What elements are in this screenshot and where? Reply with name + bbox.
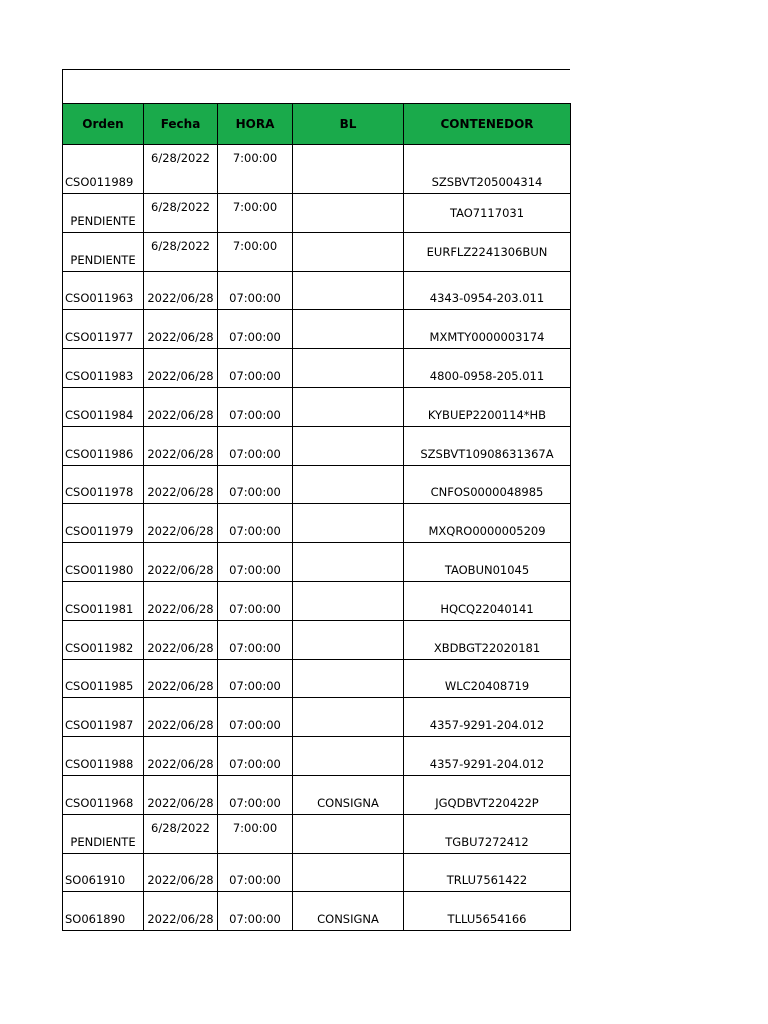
cell-bl xyxy=(293,310,404,349)
cell-bl xyxy=(293,543,404,582)
cell-orden xyxy=(63,543,144,582)
cell-contenedor xyxy=(404,426,571,465)
table-row xyxy=(63,271,571,310)
cell-contenedor xyxy=(404,659,571,698)
cell-fecha-text: 2022/06/28 xyxy=(147,485,214,500)
cell-fecha xyxy=(144,232,218,271)
cell-hora xyxy=(218,543,293,582)
cell-bl xyxy=(293,853,404,892)
cell-contenedor-text: 4357-9291-204.012 xyxy=(429,756,545,771)
cell-contenedor-text: EURFLZ2241306BUN xyxy=(426,244,548,259)
cell-hora-text: 07:00:00 xyxy=(229,562,281,577)
cell-orden xyxy=(63,504,144,543)
cell-hora-text: 07:00:00 xyxy=(229,640,281,655)
table-row xyxy=(63,659,571,698)
table-row xyxy=(63,145,571,194)
cell-hora-text: 07:00:00 xyxy=(229,601,281,616)
table-row xyxy=(63,349,571,388)
cell-bl xyxy=(293,194,404,233)
cell-fecha xyxy=(144,543,218,582)
cell-fecha-text: 2022/06/28 xyxy=(147,795,214,810)
orders-table xyxy=(62,103,571,931)
cell-contenedor-text: TAOBUN01045 xyxy=(444,562,530,577)
cell-fecha-text: 6/28/2022 xyxy=(151,238,210,253)
cell-orden-text: CSO011987 xyxy=(65,718,134,733)
cell-contenedor xyxy=(404,232,571,271)
cell-contenedor-text: TAO7117031 xyxy=(449,205,525,220)
cell-fecha xyxy=(144,349,218,388)
cell-contenedor xyxy=(404,349,571,388)
cell-contenedor-text: XBDBGT22020181 xyxy=(433,640,541,655)
cell-bl xyxy=(293,349,404,388)
cell-orden-text: CSO011985 xyxy=(65,679,134,694)
cell-bl xyxy=(293,465,404,504)
sheet-title-area xyxy=(62,69,570,103)
cell-fecha xyxy=(144,698,218,737)
cell-contenedor-text: MXQRO0000005209 xyxy=(428,524,546,539)
cell-hora-text: 7:00:00 xyxy=(232,238,278,253)
cell-orden-text: CSO011983 xyxy=(65,368,134,383)
table-row xyxy=(63,853,571,892)
cell-contenedor-text: 4800-0958-205.011 xyxy=(429,368,545,383)
cell-fecha-text: 2022/06/28 xyxy=(147,291,214,306)
cell-orden-text: CSO011980 xyxy=(65,562,134,577)
cell-hora-text: 07:00:00 xyxy=(229,679,281,694)
cell-hora-text: 7:00:00 xyxy=(232,820,278,835)
cell-hora-text: 07:00:00 xyxy=(229,524,281,539)
cell-fecha xyxy=(144,145,218,194)
cell-orden-text: CSO011981 xyxy=(65,601,134,616)
cell-fecha xyxy=(144,387,218,426)
cell-orden-text: SO061910 xyxy=(65,873,126,888)
cell-fecha xyxy=(144,620,218,659)
cell-fecha-text: 2022/06/28 xyxy=(147,330,214,345)
cell-hora xyxy=(218,426,293,465)
cell-contenedor-text: TLLU5654166 xyxy=(447,912,527,927)
cell-bl xyxy=(293,620,404,659)
cell-orden-text: CSO011963 xyxy=(65,291,134,306)
cell-fecha xyxy=(144,271,218,310)
cell-hora xyxy=(218,698,293,737)
cell-fecha xyxy=(144,465,218,504)
cell-orden-text: CSO011978 xyxy=(65,485,134,500)
cell-orden xyxy=(63,465,144,504)
cell-orden xyxy=(63,387,144,426)
cell-fecha xyxy=(144,426,218,465)
header-row xyxy=(63,104,571,145)
cell-orden xyxy=(63,775,144,814)
cell-orden xyxy=(63,310,144,349)
cell-contenedor-text: HQCQ22040141 xyxy=(440,601,534,616)
cell-orden xyxy=(63,349,144,388)
cell-orden-text: CSO011986 xyxy=(65,446,134,461)
cell-bl xyxy=(293,698,404,737)
cell-contenedor xyxy=(404,737,571,776)
cell-orden-text: CSO011984 xyxy=(65,407,134,422)
cell-contenedor-text: KYBUEP2200114*HB xyxy=(427,407,547,422)
cell-hora xyxy=(218,581,293,620)
cell-bl xyxy=(293,737,404,776)
cell-fecha-text: 6/28/2022 xyxy=(151,200,210,214)
cell-fecha xyxy=(144,853,218,892)
cell-fecha-text: 2022/06/28 xyxy=(147,601,214,616)
cell-hora-text: 07:00:00 xyxy=(229,407,281,422)
table-row xyxy=(63,194,571,233)
cell-hora xyxy=(218,775,293,814)
cell-bl-text: CONSIGNA xyxy=(317,795,379,810)
cell-contenedor-text: TRLU7561422 xyxy=(446,873,528,888)
cell-contenedor xyxy=(404,892,571,931)
cell-fecha-text: 2022/06/28 xyxy=(147,718,214,733)
cell-hora xyxy=(218,145,293,194)
cell-contenedor xyxy=(404,387,571,426)
cell-fecha-text: 6/28/2022 xyxy=(151,820,210,835)
cell-bl xyxy=(293,271,404,310)
cell-contenedor xyxy=(404,310,571,349)
cell-hora xyxy=(218,387,293,426)
cell-contenedor xyxy=(404,194,571,233)
table-row xyxy=(63,892,571,931)
cell-fecha xyxy=(144,581,218,620)
cell-contenedor xyxy=(404,775,571,814)
cell-contenedor-text: JGQDBVT220422P xyxy=(435,795,539,810)
cell-hora-text: 07:00:00 xyxy=(229,718,281,733)
table-row xyxy=(63,310,571,349)
cell-contenedor-text: CNFOS0000048985 xyxy=(430,485,544,500)
cell-fecha-text: 2022/06/28 xyxy=(147,524,214,539)
cell-orden-text: CSO011989 xyxy=(65,175,134,189)
cell-contenedor xyxy=(404,620,571,659)
cell-hora xyxy=(218,814,293,853)
cell-hora xyxy=(218,892,293,931)
cell-orden-text: CSO011968 xyxy=(65,795,134,810)
cell-orden xyxy=(63,620,144,659)
cell-hora xyxy=(218,310,293,349)
cell-fecha-text: 2022/06/28 xyxy=(147,368,214,383)
cell-hora-text: 07:00:00 xyxy=(229,368,281,383)
cell-contenedor xyxy=(404,543,571,582)
cell-contenedor xyxy=(404,698,571,737)
cell-contenedor-text: SZSBVT205004314 xyxy=(431,175,543,189)
cell-contenedor-text: WLC20408719 xyxy=(444,679,530,694)
cell-bl xyxy=(293,814,404,853)
cell-fecha xyxy=(144,892,218,931)
cell-orden xyxy=(63,892,144,931)
cell-fecha xyxy=(144,310,218,349)
cell-hora-text: 07:00:00 xyxy=(229,756,281,771)
table-row xyxy=(63,775,571,814)
cell-contenedor xyxy=(404,271,571,310)
cell-hora-text: 07:00:00 xyxy=(229,912,281,927)
cell-hora xyxy=(218,504,293,543)
cell-fecha xyxy=(144,737,218,776)
table-row xyxy=(63,814,571,853)
table-row xyxy=(63,504,571,543)
cell-fecha xyxy=(144,814,218,853)
table-row xyxy=(63,543,571,582)
cell-fecha xyxy=(144,659,218,698)
table-row xyxy=(63,426,571,465)
cell-fecha-text: 2022/06/28 xyxy=(147,679,214,694)
cell-hora-text: 07:00:00 xyxy=(229,485,281,500)
cell-fecha-text: 6/28/2022 xyxy=(151,151,210,165)
cell-hora-text: 07:00:00 xyxy=(229,330,281,345)
header-contenedor: CONTENEDOR xyxy=(404,104,571,145)
header-bl: BL xyxy=(293,104,404,145)
cell-hora-text: 07:00:00 xyxy=(229,291,281,306)
table-row xyxy=(63,387,571,426)
cell-hora xyxy=(218,349,293,388)
cell-bl xyxy=(293,387,404,426)
cell-bl xyxy=(293,892,404,931)
cell-orden xyxy=(63,698,144,737)
cell-contenedor xyxy=(404,145,571,194)
cell-orden-text: CSO011988 xyxy=(65,756,134,771)
cell-hora xyxy=(218,194,293,233)
cell-hora xyxy=(218,853,293,892)
cell-orden xyxy=(63,232,144,271)
cell-fecha-text: 2022/06/28 xyxy=(147,562,214,577)
cell-orden xyxy=(63,426,144,465)
cell-orden xyxy=(63,737,144,776)
cell-fecha xyxy=(144,775,218,814)
cell-fecha-text: 2022/06/28 xyxy=(147,640,214,655)
cell-contenedor xyxy=(404,465,571,504)
cell-orden-text: PENDIENTE xyxy=(70,213,136,228)
cell-orden-text: PENDIENTE xyxy=(70,252,136,267)
cell-hora xyxy=(218,465,293,504)
cell-hora xyxy=(218,737,293,776)
cell-orden-text: PENDIENTE xyxy=(70,834,136,849)
cell-bl xyxy=(293,581,404,620)
cell-fecha xyxy=(144,504,218,543)
cell-contenedor-text: MXMTY0000003174 xyxy=(429,330,545,345)
cell-bl xyxy=(293,659,404,698)
cell-orden xyxy=(63,271,144,310)
cell-orden xyxy=(63,853,144,892)
cell-hora xyxy=(218,271,293,310)
cell-hora-text: 07:00:00 xyxy=(229,873,281,888)
cell-orden-text: CSO011982 xyxy=(65,640,134,655)
cell-contenedor xyxy=(404,814,571,853)
cell-fecha-text: 2022/06/28 xyxy=(147,756,214,771)
cell-hora xyxy=(218,659,293,698)
cell-contenedor-text: 4343-0954-203.011 xyxy=(429,291,545,306)
cell-contenedor-text: SZSBVT10908631367A xyxy=(420,446,554,461)
cell-bl xyxy=(293,145,404,194)
cell-hora-text: 7:00:00 xyxy=(232,200,278,214)
cell-bl xyxy=(293,775,404,814)
cell-contenedor-text: TGBU7272412 xyxy=(445,834,529,849)
cell-contenedor xyxy=(404,504,571,543)
table-row xyxy=(63,232,571,271)
cell-orden xyxy=(63,194,144,233)
cell-bl-text: CONSIGNA xyxy=(317,912,379,927)
table-row xyxy=(63,465,571,504)
table-row xyxy=(63,581,571,620)
cell-bl xyxy=(293,232,404,271)
cell-fecha-text: 2022/06/28 xyxy=(147,407,214,422)
cell-hora-text: 7:00:00 xyxy=(232,151,278,165)
header-orden: Orden xyxy=(63,104,144,145)
table-row xyxy=(63,737,571,776)
cell-fecha-text: 2022/06/28 xyxy=(147,873,214,888)
cell-orden-text: CSO011979 xyxy=(65,524,134,539)
header-fecha: Fecha xyxy=(144,104,218,145)
table-row xyxy=(63,620,571,659)
cell-fecha xyxy=(144,194,218,233)
cell-fecha-text: 2022/06/28 xyxy=(147,912,214,927)
cell-contenedor xyxy=(404,853,571,892)
cell-hora-text: 07:00:00 xyxy=(229,795,281,810)
cell-hora-text: 07:00:00 xyxy=(229,446,281,461)
cell-contenedor-text: 4357-9291-204.012 xyxy=(429,718,545,733)
cell-fecha-text: 2022/06/28 xyxy=(147,446,214,461)
cell-orden-text: SO061890 xyxy=(65,912,126,927)
cell-bl xyxy=(293,426,404,465)
cell-bl xyxy=(293,504,404,543)
cell-hora xyxy=(218,620,293,659)
cell-hora xyxy=(218,232,293,271)
cell-orden xyxy=(63,659,144,698)
cell-contenedor xyxy=(404,581,571,620)
cell-orden xyxy=(63,145,144,194)
table-row xyxy=(63,698,571,737)
cell-orden xyxy=(63,581,144,620)
cell-orden-text: CSO011977 xyxy=(65,330,134,345)
header-hora: HORA xyxy=(218,104,293,145)
cell-orden xyxy=(63,814,144,853)
spreadsheet xyxy=(62,69,570,931)
